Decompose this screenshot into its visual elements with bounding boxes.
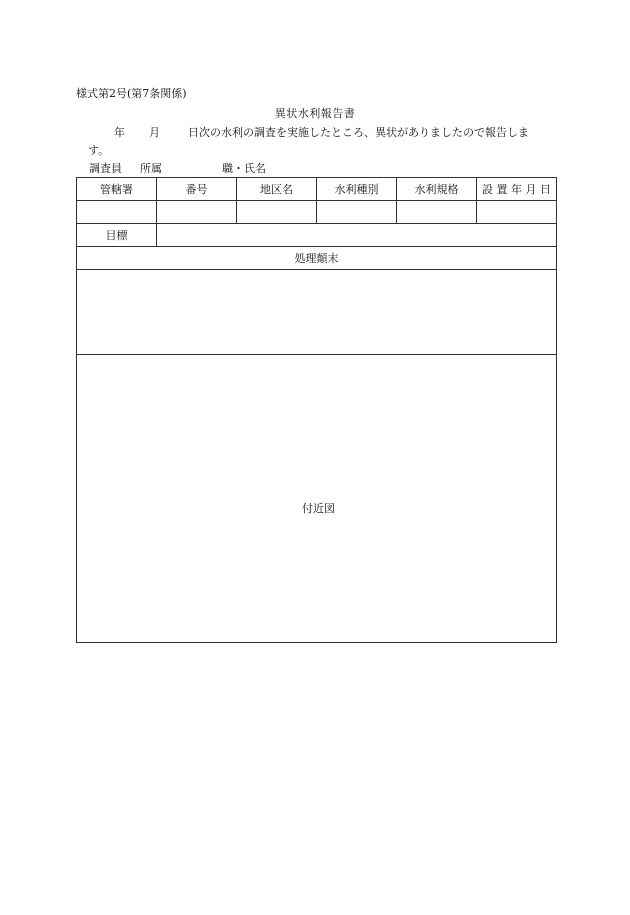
jurisdiction-cell[interactable]	[77, 201, 157, 224]
map-cell[interactable]	[77, 355, 557, 643]
month-label: 月	[149, 126, 160, 139]
target-row	[77, 224, 557, 247]
header-number: 番号	[157, 178, 237, 201]
intro-text-line2: す。	[88, 144, 110, 157]
water-spec-cell[interactable]	[397, 201, 477, 224]
intro-text-line1: 日次の水利の調査を実施したところ、異状がありましたので報告しま	[188, 126, 529, 139]
document-title: 異状水利報告書	[274, 107, 356, 120]
number-cell[interactable]	[157, 201, 237, 224]
surveyor-line	[89, 160, 266, 176]
processing-cell[interactable]	[77, 270, 557, 355]
install-date-cell[interactable]	[477, 201, 557, 224]
target-cell[interactable]	[157, 224, 557, 247]
header-water-type: 水利種別	[317, 178, 397, 201]
header-jurisdiction: 管轄署	[77, 178, 157, 201]
map-label: 付近図	[302, 501, 335, 515]
water-type-cell[interactable]	[317, 201, 397, 224]
header-water-spec: 水利規格	[397, 178, 477, 201]
target-label: 目標	[77, 224, 157, 247]
affiliation-label: 所属	[140, 162, 162, 175]
processing-label: 処理顛末	[77, 247, 557, 270]
header-district: 地区名	[237, 178, 317, 201]
position-name-label: 職・氏名	[222, 162, 266, 175]
intro-paragraph	[88, 124, 566, 160]
district-cell[interactable]	[237, 201, 317, 224]
header-row	[77, 178, 557, 201]
year-label: 年	[114, 126, 125, 139]
data-entry-row	[77, 201, 557, 224]
report-table	[76, 177, 557, 643]
surveyor-label: 調査員	[89, 162, 122, 175]
processing-header-row	[77, 247, 557, 270]
header-install-date: 設 置 年 月 日	[477, 178, 557, 201]
map-row	[77, 355, 557, 643]
form-number: 様式第2号(第7条関係)	[76, 87, 187, 100]
processing-body-row	[77, 270, 557, 355]
